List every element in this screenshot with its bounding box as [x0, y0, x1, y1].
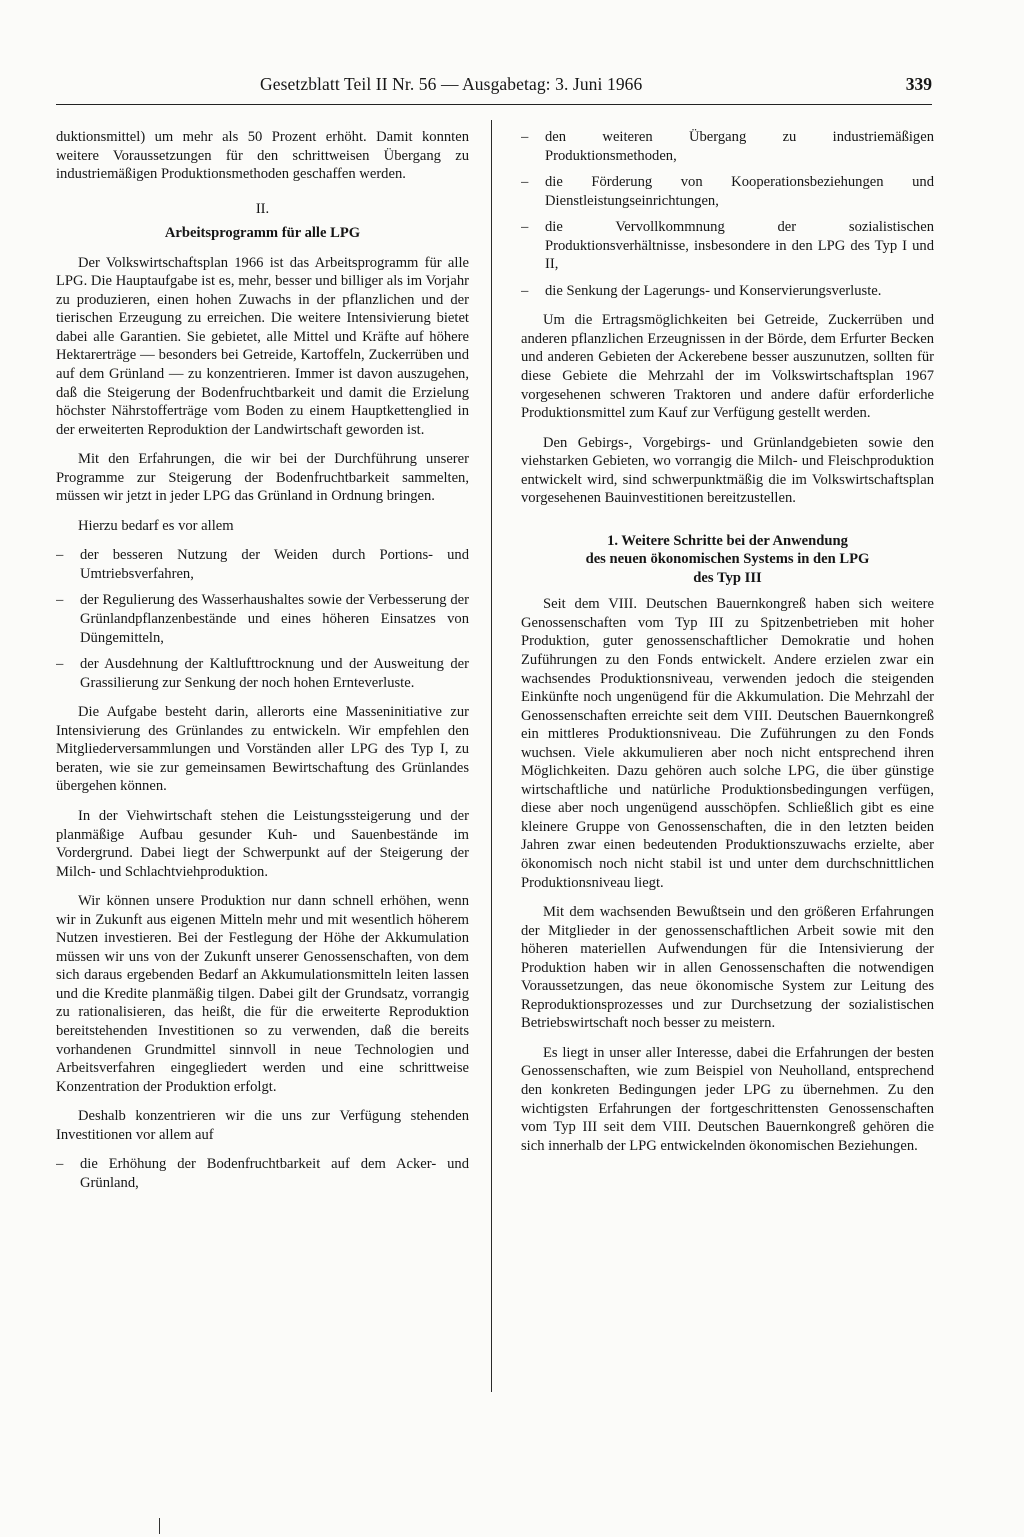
list-item: – die Erhöhung der Bodenfruchtbarkeit auf dem Acker- und Grünland,	[56, 1155, 469, 1192]
paragraph: Der Volkswirtschaftsplan 1966 ist das Arbeitsprogramm für alle LPG. Die Hauptaufgabe ist es, mehr, besser und billiger als im Vorjahr zu produzieren, einen hohen Zuwachs in der pflanzlichen und der tierischen Erzeugung zu erreichen. Die weitere Intensivierung bietet dabei alle Garantien. Sie gebietet, alle Mittel und Kräfte auf höhere Hektarerträge — besonders bei Getreide, Kartoffeln, Zuckerrüben und auf dem Grünland — zu konzentrieren. Immer ist davon auszugehen, daß die Steigerung der Bodenfruchtbarkeit und damit die Erzielung höchster Nährstofferträge vom Boden zu einem Hauptkettenglied in der erweiterten Reproduktion der Landwirtschaft geworden ist.	[56, 254, 469, 438]
list-item: – die Senkung der Lagerungs- und Konservierungsverluste.	[521, 282, 934, 301]
paragraph: Um die Ertragsmöglichkeiten bei Getreide, Zuckerrüben und anderen pflanzlichen Erzeugnissen in der Börde, dem Erfurter Becken und anderen Gebieten der Ackerebene besser auszunutzen, sollten für diese Gebiete die Mehrzahl der im Volkswirtschaftsplan 1967 vorgesehenen schweren Traktoren und andere dafür erforderliche Produktionsmittel zum Kauf zur Verfügung gestellt werden.	[521, 312, 934, 422]
paragraph: Seit dem VIII. Deutschen Bauernkongreß haben sich weitere Genossenschaften vom Typ III zu Spitzenbetrieben mit hoher Produktion, guter genossenschaftlicher Demokratie und hohen Zuführungen zu den Fonds entwickelt. Andere erzielen zwar ein wachsendes Produktionsniveau, verwenden jedoch die steigenden Einkünfte noch ungenügend für die Akkumulation. Die Mehrzahl der Genossenschaften erreichte seit dem VIII. Deutschen Bauernkongreß ein mittleres Produktionsniveau. Die Zuführungen zu den Fonds wuchsen. Viele akkumulieren aber noch nicht entsprechend ihren Möglichkeiten. Dazu gehören auch solche LPG, die über günstige wirtschaftliche und natürliche Produktionsbedingungen verfügen, diese aber noch ungenügend ausschöpfen. Schließlich gibt es eine kleinere Gruppe von Genossenschaften, die in den letzten beiden Jahren zwar einen bedeutenden Produktionszuwachs erzielte, aber ökonomisch noch nicht stabil ist und unter dem durchschnittlichen Produktionsniveau liegt.	[521, 596, 934, 891]
section-heading: Arbeitsprogramm für alle LPG	[164, 225, 361, 242]
list-item: – der besseren Nutzung der Weiden durch Portions- und Umtriebsverfahren,	[56, 546, 469, 583]
list-item: – der Regulierung des Wasserhaushaltes sowie der Verbesserung der Grünlandpflanzenbestände und eines höheren Einsatzes von Düngemitteln,	[56, 591, 469, 647]
dash-list	[56, 546, 469, 692]
right-column	[521, 128, 934, 1398]
list-item: – die Förderung von Kooperationsbeziehungen und Dienstleistungseinrichtungen,	[521, 173, 934, 210]
paragraph: Deshalb konzentrieren wir die uns zur Verfügung stehenden Investitionen vor allem auf	[56, 1108, 469, 1143]
dash-list	[521, 128, 934, 300]
list-item: – den weiteren Übergang zu industriemäßigen Produktionsmethoden,	[521, 128, 934, 165]
section-number: II.	[255, 200, 270, 217]
page-header	[56, 74, 932, 102]
dash-list	[56, 1155, 469, 1192]
header-rule	[56, 104, 932, 105]
list-item: – die Vervollkommnung der sozialistischen Produktionsverhältnisse, insbesondere in den LPG des Typ I und II,	[521, 218, 934, 274]
subsection-heading-line: des neuen ökonomischen Systems in den LPG	[585, 551, 870, 568]
paragraph: Wir können unsere Produktion nur dann schnell erhöhen, wenn wir in Zukunft aus eigenen Mitteln mehr und mit wesentlich höherem Nutzen investieren. Bei der Festlegung der Höhe der Akkumulation müssen wir uns von der Zukunft unserer Genossenschaften, von dem sich daraus ergebenden Bedarf an Akkumulationsmitteln leiten lassen und die Kredite planmäßig tilgen. Dabei gilt der Grundsatz, vorrangig zu rationalisieren, das heißt, die für die erweiterte Reproduktion bereitstehenden Investitionen so zu verwenden, daß die bereits vorhandenen Grundmittel sinnvoll in neue Technologien und Arbeitsverfahren eingegliedert werden und eine schrittweise Konzentration der Produktion erfolgt.	[56, 893, 469, 1095]
scan-mark	[159, 1518, 160, 1534]
header-title: Gesetzblatt Teil II Nr. 56 — Ausgabetag: 3. Juni 1966	[260, 74, 643, 94]
left-column	[56, 128, 469, 1398]
paragraph: Es liegt in unser aller Interesse, dabei die Erfahrungen der besten Genossenschaften, wie zum Beispiel von Neuholland, entsprechend den konkreten Bedingungen jeder LPG zu übernehmen. Zu den wichtigsten Erfahrungen der fortgeschrittensten Genossenschaften vom Typ III seit dem VIII. Deutschen Bauernkongreß gehören die sich innerhalb der LPG entwickelnden ökonomischen Beziehungen.	[521, 1044, 934, 1154]
subsection-heading-line: 1. Weitere Schritte bei der Anwendung	[607, 532, 848, 549]
column-divider	[491, 120, 492, 1392]
subsection-heading	[521, 532, 934, 588]
subsection-heading-line: des Typ III	[693, 569, 762, 586]
paragraph: Mit den Erfahrungen, die wir bei der Durchführung unserer Programme zur Steigerung der Bodenfruchtbarkeit sammelten, müssen wir jetzt in jeder LPG das Grünland in Ordnung bringen.	[56, 451, 469, 505]
page-number: 339	[905, 74, 932, 94]
paragraph: Hierzu bedarf es vor allem	[78, 517, 234, 534]
paragraph: duktionsmittel) um mehr als 50 Prozent erhöht. Damit konnten weitere Voraussetzungen für den schrittweisen Übergang zu industriemäßigen Produktionsmethoden geschaffen werden.	[56, 129, 469, 183]
paragraph: In der Viehwirtschaft stehen die Leistungssteigerung und der planmäßige Aufbau gesunder Kuh- und Sauenbestände im Vordergrund. Dabei liegt der Schwerpunkt auf der Steigerung der Milch- und Schlachtviehproduktion.	[56, 807, 469, 880]
list-item: – der Ausdehnung der Kaltlufttrocknung und der Ausweitung der Grassilierung zur Senkung der noch hohen Ernteverluste.	[56, 655, 469, 692]
paragraph: Mit dem wachsenden Bewußtsein und den größeren Erfahrungen der Mitglieder in der genossenschaftlichen Arbeit sowie mit den höheren materiellen Aufwendungen für die Intensivierung der Produktion haben wir in allen Genossenschaften die notwendigen Voraussetzungen, das neue ökonomische System zur Leitung des Reproduktionsprozesses und zur Durchsetzung der sozialistischen Betriebswirtschaft noch besser zu meistern.	[521, 904, 934, 1032]
paragraph: Die Aufgabe besteht darin, allerorts eine Masseninitiative zur Intensivierung des Grünlandes zu entwickeln. Wir empfehlen den Mitgliederversammlungen und Vorständen aller LPG des Typ I, zu beraten, wie sie zur gemeinsamen Bewirtschaftung des Grünlandes übergehen können.	[56, 704, 469, 795]
paragraph: Den Gebirgs-, Vorgebirgs- und Grünlandgebieten sowie den viehstarken Gebieten, wo vorrangig die Milch- und Fleischproduktion entwickelt wird, sind schwerpunktmäßig die im Volkswirtschaftsplan vorgesehenen Bauinvestitionen bereitzustellen.	[521, 434, 934, 507]
